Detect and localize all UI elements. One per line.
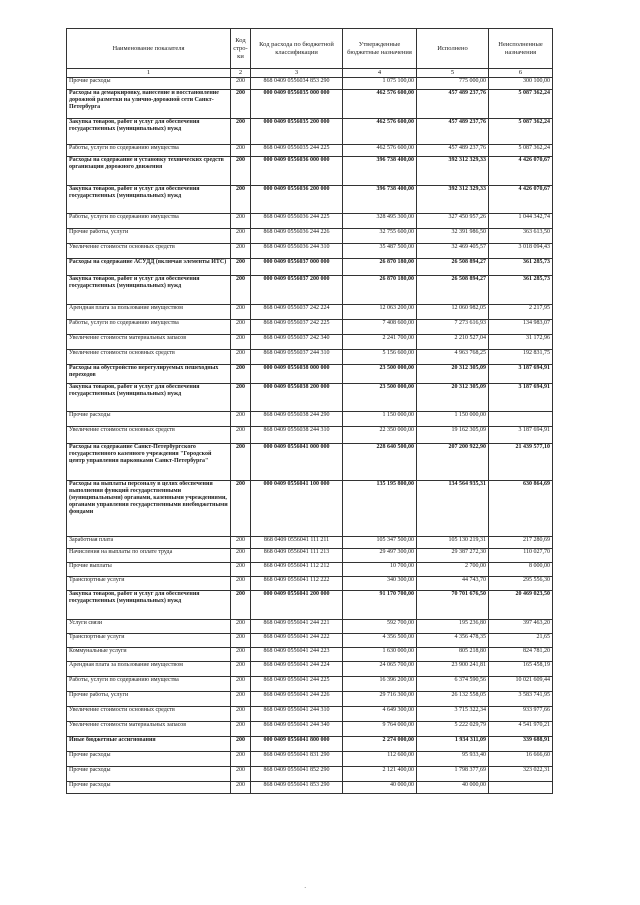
row-approved: 1 630 000,00 bbox=[343, 648, 417, 662]
row-executed: 3 715 322,34 bbox=[417, 707, 489, 722]
row-line-code: 200 bbox=[231, 591, 251, 620]
row-unexecuted: 5 087 362,24 bbox=[489, 90, 553, 119]
table-row bbox=[67, 577, 553, 591]
table-row bbox=[67, 722, 553, 737]
row-expense-code: 000 0409 0556041 800 000 bbox=[251, 737, 343, 752]
row-expense-code: 868 0409 0556041 244 224 bbox=[251, 662, 343, 677]
row-unexecuted bbox=[489, 782, 553, 794]
table-row bbox=[67, 444, 553, 481]
row-approved: 91 170 700,00 bbox=[343, 591, 417, 620]
row-line-code: 200 bbox=[231, 412, 251, 427]
row-line-code: 200 bbox=[231, 692, 251, 707]
table-row bbox=[67, 634, 553, 648]
column-number: 4 bbox=[343, 69, 417, 78]
column-number: 5 bbox=[417, 69, 489, 78]
row-approved: 12 063 200,00 bbox=[343, 305, 417, 320]
table-row bbox=[67, 707, 553, 722]
row-expense-code: 000 0409 0556035 200 000 bbox=[251, 119, 343, 145]
row-executed: 20 312 305,09 bbox=[417, 384, 489, 412]
row-name: Работы, услуги по содержанию имущества bbox=[67, 145, 231, 157]
row-approved: 5 156 600,00 bbox=[343, 350, 417, 365]
row-unexecuted: 4 541 970,21 bbox=[489, 722, 553, 737]
row-line-code: 200 bbox=[231, 335, 251, 350]
row-expense-code: 868 0409 0556037 244 310 bbox=[251, 350, 343, 365]
row-expense-code: 000 0409 0556041 000 000 bbox=[251, 444, 343, 481]
row-name: Прочие расходы bbox=[67, 412, 231, 427]
row-name: Работы, услуги по содержанию имущества bbox=[67, 214, 231, 229]
row-expense-code: 868 0409 0556037 242 340 bbox=[251, 335, 343, 350]
row-name: Прочие расходы bbox=[67, 752, 231, 767]
row-approved: 340 300,00 bbox=[343, 577, 417, 591]
row-unexecuted: 110 027,70 bbox=[489, 549, 553, 563]
row-approved: 592 700,00 bbox=[343, 620, 417, 634]
row-executed: 457 489 237,76 bbox=[417, 119, 489, 145]
row-name: Расходы на содержание Санкт-Петербургского государственного казенного учреждения "Городской центр управления парковками Санкт-Петербурга" bbox=[67, 444, 231, 481]
row-name: Закупка товаров, работ и услуг для обеспечения государственных (муниципальных) нужд bbox=[67, 186, 231, 214]
row-unexecuted: 339 688,91 bbox=[489, 737, 553, 752]
header-executed: Исполнено bbox=[417, 29, 489, 69]
row-name: Прочие работы, услуги bbox=[67, 229, 231, 244]
row-line-code: 200 bbox=[231, 259, 251, 276]
row-line-code: 200 bbox=[231, 752, 251, 767]
row-line-code: 200 bbox=[231, 648, 251, 662]
row-executed: 20 312 305,09 bbox=[417, 365, 489, 384]
row-name: Увеличение стоимости материальных запасов bbox=[67, 335, 231, 350]
row-line-code: 200 bbox=[231, 767, 251, 782]
table-row bbox=[67, 157, 553, 186]
row-approved: 29 716 300,00 bbox=[343, 692, 417, 707]
row-executed: 32 469 405,57 bbox=[417, 244, 489, 259]
row-name: Начисления на выплаты по оплате труда bbox=[67, 549, 231, 563]
table-row bbox=[67, 229, 553, 244]
table-row bbox=[67, 350, 553, 365]
row-expense-code: 868 0409 0556041 112 222 bbox=[251, 577, 343, 591]
row-unexecuted: 3 018 094,43 bbox=[489, 244, 553, 259]
table-row bbox=[67, 537, 553, 549]
row-expense-code: 868 0409 0556041 244 340 bbox=[251, 722, 343, 737]
table-row bbox=[67, 244, 553, 259]
row-executed: 5 222 029,79 bbox=[417, 722, 489, 737]
row-executed: 19 162 305,09 bbox=[417, 427, 489, 444]
table-row bbox=[67, 662, 553, 677]
row-executed: 4 963 768,25 bbox=[417, 350, 489, 365]
row-line-code: 200 bbox=[231, 427, 251, 444]
row-approved: 26 870 180,00 bbox=[343, 259, 417, 276]
table-row bbox=[67, 591, 553, 620]
header-expense-code: Код расхода по бюджетной классификации bbox=[251, 29, 343, 69]
row-approved: 328 495 300,00 bbox=[343, 214, 417, 229]
table-row bbox=[67, 549, 553, 563]
row-line-code: 200 bbox=[231, 620, 251, 634]
row-name: Прочие расходы bbox=[67, 78, 231, 90]
row-name: Расходы на обустройство нерегулируемых пешеходных переходов bbox=[67, 365, 231, 384]
row-executed: 12 060 982,05 bbox=[417, 305, 489, 320]
row-name: Арендная плата за пользование имуществом bbox=[67, 662, 231, 677]
row-line-code: 200 bbox=[231, 145, 251, 157]
row-expense-code: 868 0409 0556041 112 212 bbox=[251, 563, 343, 577]
row-line-code: 200 bbox=[231, 157, 251, 186]
row-executed: 29 387 272,30 bbox=[417, 549, 489, 563]
row-name: Закупка товаров, работ и услуг для обеспечения государственных (муниципальных) нужд bbox=[67, 119, 231, 145]
row-line-code: 200 bbox=[231, 481, 251, 537]
row-line-code: 200 bbox=[231, 737, 251, 752]
row-unexecuted: 192 831,75 bbox=[489, 350, 553, 365]
row-name: Увеличение стоимости материальных запасов bbox=[67, 722, 231, 737]
row-name: Иные бюджетные ассигнования bbox=[67, 737, 231, 752]
table-row bbox=[67, 214, 553, 229]
row-expense-code: 868 0409 0556041 244 223 bbox=[251, 648, 343, 662]
row-approved: 24 065 700,00 bbox=[343, 662, 417, 677]
table-row bbox=[67, 259, 553, 276]
page-mark: · bbox=[304, 884, 307, 892]
row-unexecuted: 5 087 362,24 bbox=[489, 119, 553, 145]
row-unexecuted: 630 864,69 bbox=[489, 481, 553, 537]
row-approved: 16 396 200,00 bbox=[343, 677, 417, 692]
row-unexecuted: 16 666,60 bbox=[489, 752, 553, 767]
row-name: Коммунальные услуги bbox=[67, 648, 231, 662]
row-name: Работы, услуги по содержанию имущества bbox=[67, 320, 231, 335]
row-unexecuted: 31 172,96 bbox=[489, 335, 553, 350]
row-unexecuted: 3 187 694,91 bbox=[489, 427, 553, 444]
row-expense-code: 000 0409 0556038 200 000 bbox=[251, 384, 343, 412]
row-unexecuted bbox=[489, 412, 553, 427]
row-approved: 4 649 300,00 bbox=[343, 707, 417, 722]
row-approved: 23 500 000,00 bbox=[343, 365, 417, 384]
table-row bbox=[67, 481, 553, 537]
table-row bbox=[67, 186, 553, 214]
row-executed: 40 000,00 bbox=[417, 782, 489, 794]
row-name: Работы, услуги по содержанию имущества bbox=[67, 677, 231, 692]
row-approved: 23 500 000,00 bbox=[343, 384, 417, 412]
row-approved: 10 700,00 bbox=[343, 563, 417, 577]
row-line-code: 200 bbox=[231, 577, 251, 591]
row-unexecuted: 134 983,07 bbox=[489, 320, 553, 335]
row-line-code: 200 bbox=[231, 214, 251, 229]
table-row bbox=[67, 365, 553, 384]
row-expense-code: 868 0409 0556041 111 211 bbox=[251, 537, 343, 549]
table-row bbox=[67, 767, 553, 782]
row-executed: 95 933,40 bbox=[417, 752, 489, 767]
header-name: Наименование показателя bbox=[67, 29, 231, 69]
row-approved: 2 274 000,00 bbox=[343, 737, 417, 752]
row-line-code: 200 bbox=[231, 537, 251, 549]
column-number-row bbox=[67, 69, 553, 78]
table-row bbox=[67, 412, 553, 427]
row-name: Транспортные услуги bbox=[67, 577, 231, 591]
row-expense-code: 000 0409 0556037 200 000 bbox=[251, 276, 343, 305]
table-row bbox=[67, 677, 553, 692]
row-executed: 1 150 000,00 bbox=[417, 412, 489, 427]
row-expense-code: 868 0409 0556041 831 290 bbox=[251, 752, 343, 767]
row-line-code: 200 bbox=[231, 350, 251, 365]
table-row bbox=[67, 563, 553, 577]
row-executed: 26 508 894,27 bbox=[417, 259, 489, 276]
row-approved: 462 576 600,00 bbox=[343, 119, 417, 145]
row-expense-code: 000 0409 0556038 000 000 bbox=[251, 365, 343, 384]
row-name: Расходы на содержание АСУДД (включая элементы ИТС) bbox=[67, 259, 231, 276]
row-approved: 29 497 300,00 bbox=[343, 549, 417, 563]
table-body bbox=[67, 78, 553, 794]
row-line-code: 200 bbox=[231, 320, 251, 335]
row-name: Увеличение стоимости основных средств bbox=[67, 350, 231, 365]
budget-execution-table bbox=[66, 28, 553, 794]
row-unexecuted: 21,65 bbox=[489, 634, 553, 648]
row-expense-code: 000 0409 0556037 000 000 bbox=[251, 259, 343, 276]
column-number: 3 bbox=[251, 69, 343, 78]
row-executed: 327 450 957,26 bbox=[417, 214, 489, 229]
row-approved: 7 408 600,00 bbox=[343, 320, 417, 335]
row-executed: 7 273 616,93 bbox=[417, 320, 489, 335]
row-executed: 4 356 478,35 bbox=[417, 634, 489, 648]
row-approved: 396 738 400,00 bbox=[343, 186, 417, 214]
row-line-code: 200 bbox=[231, 119, 251, 145]
row-line-code: 200 bbox=[231, 244, 251, 259]
row-unexecuted: 217 280,69 bbox=[489, 537, 553, 549]
row-expense-code: 868 0409 0556037 242 225 bbox=[251, 320, 343, 335]
row-unexecuted: 361 285,73 bbox=[489, 259, 553, 276]
row-executed: 1 934 311,09 bbox=[417, 737, 489, 752]
row-name: Прочие выплаты bbox=[67, 563, 231, 577]
row-line-code: 200 bbox=[231, 229, 251, 244]
row-expense-code: 868 0409 0556037 242 224 bbox=[251, 305, 343, 320]
row-expense-code: 000 0409 0556041 200 000 bbox=[251, 591, 343, 620]
row-expense-code: 868 0409 0556038 244 310 bbox=[251, 427, 343, 444]
row-unexecuted: 3 583 741,95 bbox=[489, 692, 553, 707]
row-executed: 70 701 676,50 bbox=[417, 591, 489, 620]
row-unexecuted: 824 781,20 bbox=[489, 648, 553, 662]
row-unexecuted: 933 977,66 bbox=[489, 707, 553, 722]
row-approved: 396 738 400,00 bbox=[343, 157, 417, 186]
row-expense-code: 868 0409 0556036 244 226 bbox=[251, 229, 343, 244]
row-unexecuted: 20 469 023,50 bbox=[489, 591, 553, 620]
table-row bbox=[67, 145, 553, 157]
row-approved: 32 755 600,00 bbox=[343, 229, 417, 244]
table-row bbox=[67, 648, 553, 662]
header-approved: Утвержденные бюджетные назначения bbox=[343, 29, 417, 69]
row-approved: 35 487 500,00 bbox=[343, 244, 417, 259]
row-expense-code: 868 0409 0556041 852 290 bbox=[251, 767, 343, 782]
row-line-code: 200 bbox=[231, 662, 251, 677]
table-row bbox=[67, 692, 553, 707]
row-approved: 1 150 000,00 bbox=[343, 412, 417, 427]
table-row bbox=[67, 384, 553, 412]
row-unexecuted: 165 458,19 bbox=[489, 662, 553, 677]
row-unexecuted: 323 022,31 bbox=[489, 767, 553, 782]
row-executed: 44 743,70 bbox=[417, 577, 489, 591]
table-row bbox=[67, 620, 553, 634]
row-unexecuted: 10 021 609,44 bbox=[489, 677, 553, 692]
row-approved: 2 241 700,00 bbox=[343, 335, 417, 350]
row-name: Расходы на демаркировку, нанесение и восстановление дорожной разметки на улично-дорожной сети Санкт-Петербурга bbox=[67, 90, 231, 119]
table-row bbox=[67, 320, 553, 335]
row-executed: 392 312 329,33 bbox=[417, 186, 489, 214]
row-unexecuted: 3 187 694,91 bbox=[489, 365, 553, 384]
row-name: Арендная плата за пользование имуществом bbox=[67, 305, 231, 320]
row-name: Услуги связи bbox=[67, 620, 231, 634]
header-unexecuted: Неисполненные назначения bbox=[489, 29, 553, 69]
row-approved: 40 000,00 bbox=[343, 782, 417, 794]
row-expense-code: 868 0409 0556041 244 310 bbox=[251, 707, 343, 722]
row-executed: 457 489 237,76 bbox=[417, 90, 489, 119]
row-approved: 228 640 500,00 bbox=[343, 444, 417, 481]
row-executed: 2 210 527,04 bbox=[417, 335, 489, 350]
row-line-code: 200 bbox=[231, 305, 251, 320]
row-unexecuted: 300 100,00 bbox=[489, 78, 553, 90]
row-name: Закупка товаров, работ и услуг для обеспечения государственных (муниципальных) нужд bbox=[67, 384, 231, 412]
table-row bbox=[67, 276, 553, 305]
row-approved: 462 576 600,00 bbox=[343, 90, 417, 119]
row-unexecuted: 4 426 070,67 bbox=[489, 186, 553, 214]
row-expense-code: 000 0409 0556041 100 000 bbox=[251, 481, 343, 537]
row-unexecuted: 1 044 342,74 bbox=[489, 214, 553, 229]
row-unexecuted: 5 087 362,24 bbox=[489, 145, 553, 157]
row-unexecuted: 4 426 070,67 bbox=[489, 157, 553, 186]
row-name: Увеличение стоимости основных средств bbox=[67, 427, 231, 444]
row-name: Расходы на выплаты персоналу в целях обеспечения выполнения функций государственными (муниципальными) органами, казенными учреждениями, органами управления государственными внебюджетными фондами bbox=[67, 481, 231, 537]
row-unexecuted: 295 556,30 bbox=[489, 577, 553, 591]
column-number: 1 bbox=[67, 69, 231, 78]
row-approved: 1 075 100,00 bbox=[343, 78, 417, 90]
row-line-code: 200 bbox=[231, 384, 251, 412]
row-executed: 32 391 986,50 bbox=[417, 229, 489, 244]
row-executed: 207 200 922,90 bbox=[417, 444, 489, 481]
row-name: Закупка товаров, работ и услуг для обеспечения государственных (муниципальных) нужд bbox=[67, 276, 231, 305]
row-name: Транспортные услуги bbox=[67, 634, 231, 648]
row-expense-code: 868 0409 0556041 111 213 bbox=[251, 549, 343, 563]
row-approved: 135 195 800,00 bbox=[343, 481, 417, 537]
table-row bbox=[67, 427, 553, 444]
row-line-code: 200 bbox=[231, 634, 251, 648]
row-expense-code: 868 0409 0556036 244 225 bbox=[251, 214, 343, 229]
row-name: Увеличение стоимости основных средств bbox=[67, 707, 231, 722]
row-line-code: 200 bbox=[231, 444, 251, 481]
row-expense-code: 000 0409 0556036 200 000 bbox=[251, 186, 343, 214]
row-name: Увеличение стоимости основных средств bbox=[67, 244, 231, 259]
row-executed: 775 000,00 bbox=[417, 78, 489, 90]
row-approved: 26 870 180,00 bbox=[343, 276, 417, 305]
row-unexecuted: 397 463,20 bbox=[489, 620, 553, 634]
row-line-code: 200 bbox=[231, 677, 251, 692]
row-expense-code: 868 0409 0556041 244 225 bbox=[251, 677, 343, 692]
row-approved: 4 356 500,00 bbox=[343, 634, 417, 648]
row-line-code: 200 bbox=[231, 563, 251, 577]
row-approved: 112 600,00 bbox=[343, 752, 417, 767]
row-expense-code: 868 0409 0556036 244 310 bbox=[251, 244, 343, 259]
row-executed: 105 130 219,31 bbox=[417, 537, 489, 549]
row-approved: 22 350 000,00 bbox=[343, 427, 417, 444]
row-line-code: 200 bbox=[231, 365, 251, 384]
table-row bbox=[67, 737, 553, 752]
row-line-code: 200 bbox=[231, 782, 251, 794]
table-row bbox=[67, 782, 553, 794]
row-executed: 6 374 590,56 bbox=[417, 677, 489, 692]
row-name: Закупка товаров, работ и услуг для обеспечения государственных (муниципальных) нужд bbox=[67, 591, 231, 620]
row-executed: 392 312 329,33 bbox=[417, 157, 489, 186]
row-approved: 2 121 400,00 bbox=[343, 767, 417, 782]
row-name: Прочие расходы bbox=[67, 767, 231, 782]
row-expense-code: 868 0409 0556035 244 225 bbox=[251, 145, 343, 157]
row-executed: 2 700,00 bbox=[417, 563, 489, 577]
row-expense-code: 868 0409 0556038 244 290 bbox=[251, 412, 343, 427]
row-line-code: 200 bbox=[231, 707, 251, 722]
row-unexecuted: 3 187 694,91 bbox=[489, 384, 553, 412]
row-expense-code: 000 0409 0556036 000 000 bbox=[251, 157, 343, 186]
row-executed: 195 236,80 bbox=[417, 620, 489, 634]
row-line-code: 200 bbox=[231, 276, 251, 305]
budget-report-sheet bbox=[66, 28, 552, 794]
row-line-code: 200 bbox=[231, 186, 251, 214]
row-approved: 9 764 000,00 bbox=[343, 722, 417, 737]
row-name: Прочие работы, услуги bbox=[67, 692, 231, 707]
table-row bbox=[67, 90, 553, 119]
row-expense-code: 000 0409 0556035 000 000 bbox=[251, 90, 343, 119]
column-number: 6 bbox=[489, 69, 553, 78]
header-line-code: Код стро-ки bbox=[231, 29, 251, 69]
table-row bbox=[67, 335, 553, 350]
row-expense-code: 868 0409 0556041 244 222 bbox=[251, 634, 343, 648]
row-unexecuted: 8 000,00 bbox=[489, 563, 553, 577]
row-executed: 26 132 558,05 bbox=[417, 692, 489, 707]
row-expense-code: 868 0409 0556041 244 226 bbox=[251, 692, 343, 707]
row-line-code: 200 bbox=[231, 722, 251, 737]
row-name: Прочие расходы bbox=[67, 782, 231, 794]
column-number: 2 bbox=[231, 69, 251, 78]
row-line-code: 200 bbox=[231, 78, 251, 90]
table-header bbox=[67, 29, 553, 78]
row-unexecuted: 363 613,50 bbox=[489, 229, 553, 244]
table-row bbox=[67, 78, 553, 90]
row-executed: 457 489 237,76 bbox=[417, 145, 489, 157]
row-executed: 23 900 241,81 bbox=[417, 662, 489, 677]
table-row bbox=[67, 119, 553, 145]
row-unexecuted: 361 285,73 bbox=[489, 276, 553, 305]
table-row bbox=[67, 752, 553, 767]
row-unexecuted: 21 439 577,10 bbox=[489, 444, 553, 481]
row-executed: 1 798 377,69 bbox=[417, 767, 489, 782]
row-approved: 105 347 500,00 bbox=[343, 537, 417, 549]
row-executed: 134 564 935,31 bbox=[417, 481, 489, 537]
row-expense-code: 868 0409 0556041 853 290 bbox=[251, 782, 343, 794]
row-unexecuted: 2 217,95 bbox=[489, 305, 553, 320]
table-row bbox=[67, 305, 553, 320]
row-executed: 26 508 894,27 bbox=[417, 276, 489, 305]
row-line-code: 200 bbox=[231, 90, 251, 119]
row-name: Расходы на содержание и установку технических средств организации дорожного движения bbox=[67, 157, 231, 186]
row-executed: 805 218,80 bbox=[417, 648, 489, 662]
row-name: Заработная плата bbox=[67, 537, 231, 549]
row-expense-code: 868 0409 0556034 853 290 bbox=[251, 78, 343, 90]
row-line-code: 200 bbox=[231, 549, 251, 563]
row-expense-code: 868 0409 0556041 244 221 bbox=[251, 620, 343, 634]
row-approved: 462 576 600,00 bbox=[343, 145, 417, 157]
